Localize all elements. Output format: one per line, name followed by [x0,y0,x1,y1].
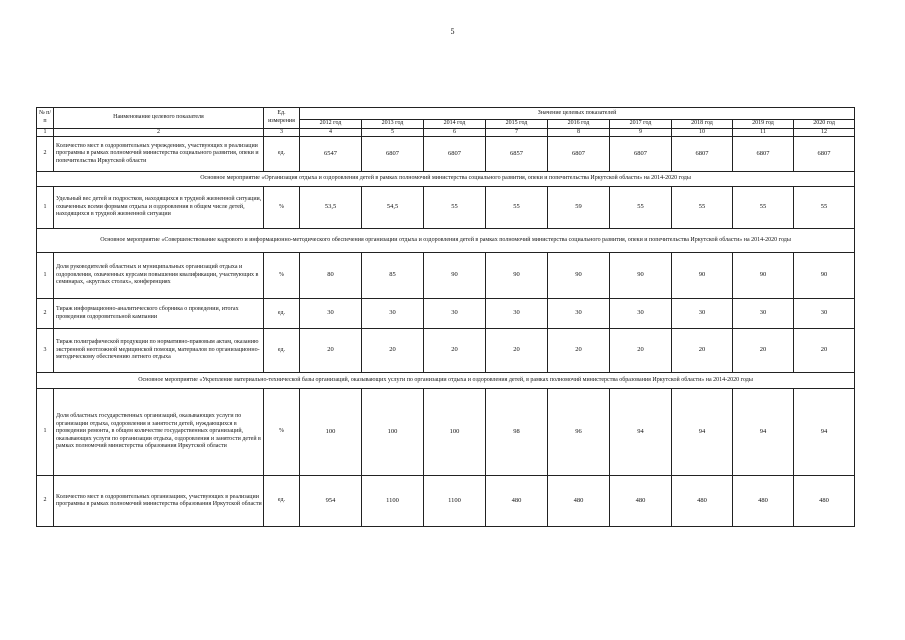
unit-cell: ед. [264,329,300,373]
value-cell: 30 [672,299,733,329]
value-cell: 90 [486,253,548,299]
value-cell: 30 [424,299,486,329]
row-number: 3 [37,329,54,373]
indicator-row [37,137,855,172]
header-year: 2020 год [794,120,855,129]
indicator-name: Удельный вес детей и подростков, находящихся в трудной жизненной ситуации, охваченных всеми формами отдыха и оздоровления в общем числе детей, находящихся в трудной жизненной ситуации [54,187,264,229]
value-cell: 94 [794,389,855,476]
column-number: 4 [300,128,362,137]
indicator-name: Количество мест в оздоровительных учреждениях, участвующих в реализации программы в рамках полномочий министерства социального развития, опеки и попечительства Иркутской области [54,137,264,172]
unit-cell: ед. [264,137,300,172]
unit-cell: % [264,389,300,476]
value-cell: 1100 [362,476,424,527]
header-year: 2012 год [300,120,362,129]
value-cell: 20 [672,329,733,373]
value-cell: 20 [362,329,424,373]
indicator-row [37,389,855,476]
header-year: 2014 год [424,120,486,129]
row-number: 2 [37,476,54,527]
value-cell: 480 [548,476,610,527]
unit-cell: % [264,253,300,299]
indicator-row [37,253,855,299]
value-cell: 480 [672,476,733,527]
value-cell: 30 [362,299,424,329]
indicator-name: Тираж полиграфической продукции по нормативно-правовым актам, оказанию экстренной неотложной медицинской помощи, материалов по организационно-методическому обеспечению летнего отдыха [54,329,264,373]
column-number: 1 [37,128,54,137]
value-cell: 94 [610,389,672,476]
indicator-name: Доля руководителей областных и муниципальных организаций отдыха и оздоровления, охваченных курсами повышения квалификации, участвующих в семинарах, «круглых столах», конференциях [54,253,264,299]
row-number: 2 [37,137,54,172]
indicator-name: Тираж информационно-аналитического сборника о проведении, итогах проведения оздоровительной кампании [54,299,264,329]
value-cell: 90 [548,253,610,299]
header-year: 2019 год [733,120,794,129]
value-cell: 30 [794,299,855,329]
row-number: 1 [37,389,54,476]
value-cell: 59 [548,187,610,229]
value-cell: 20 [424,329,486,373]
value-cell: 954 [300,476,362,527]
table-body [37,137,855,527]
column-number: 6 [424,128,486,137]
value-cell: 55 [733,187,794,229]
value-cell: 6807 [362,137,424,172]
value-cell: 90 [794,253,855,299]
value-cell: 30 [548,299,610,329]
value-cell: 55 [794,187,855,229]
indicator-row [37,476,855,527]
indicators-table [36,107,855,527]
indicator-row [37,299,855,329]
unit-cell: ед. [264,299,300,329]
value-cell: 80 [300,253,362,299]
value-cell: 30 [300,299,362,329]
value-cell: 480 [733,476,794,527]
value-cell: 90 [672,253,733,299]
value-cell: 98 [486,389,548,476]
value-cell: 55 [610,187,672,229]
header-year: 2018 год [672,120,733,129]
column-number: 3 [264,128,300,137]
column-number: 11 [733,128,794,137]
value-cell: 85 [362,253,424,299]
header-name: Наименование целевого показателя [54,108,264,129]
row-number: 1 [37,187,54,229]
value-cell: 53,5 [300,187,362,229]
value-cell: 20 [486,329,548,373]
column-number: 12 [794,128,855,137]
header-year: 2017 год [610,120,672,129]
value-cell: 20 [610,329,672,373]
value-cell: 20 [794,329,855,373]
section-row [37,172,855,187]
value-cell: 100 [300,389,362,476]
unit-cell: ед. [264,476,300,527]
header-col-numbers-row [37,128,855,137]
value-cell: 6807 [424,137,486,172]
value-cell: 6807 [733,137,794,172]
value-cell: 30 [486,299,548,329]
column-number: 9 [610,128,672,137]
value-cell: 54,5 [362,187,424,229]
unit-cell: % [264,187,300,229]
value-cell: 55 [486,187,548,229]
section-title: Основное мероприятие «Совершенствование кадрового и информационно-методического обеспечения организации отдыха и оздоровления детей в рамках полномочий министерства социального развития, опеки и попечительства Иркутской области» на 2014-2020 годы [37,229,855,253]
value-cell: 480 [610,476,672,527]
value-cell: 6807 [548,137,610,172]
value-cell: 20 [300,329,362,373]
section-title: Основное мероприятие «Укрепление материально-технической базы организаций, оказывающих услуги по организации отдыха и оздоровления детей, в рамках полномочий министерства образования Иркутской области» на 2014-2020 годы [37,373,855,389]
table-header [37,108,855,137]
value-cell: 6807 [672,137,733,172]
header-year: 2016 год [548,120,610,129]
value-cell: 30 [733,299,794,329]
indicator-name: Количество мест в оздоровительных организациях, участвующих в реализации программы в рамках полномочий министерства образования Иркутской области [54,476,264,527]
header-year: 2013 год [362,120,424,129]
value-cell: 20 [548,329,610,373]
value-cell: 30 [610,299,672,329]
value-cell: 20 [733,329,794,373]
indicator-row [37,329,855,373]
value-cell: 100 [424,389,486,476]
header-values-group: Значение целевых показателей [300,108,855,120]
column-number: 8 [548,128,610,137]
value-cell: 480 [486,476,548,527]
value-cell: 480 [794,476,855,527]
section-row [37,229,855,253]
indicator-row [37,187,855,229]
value-cell: 6807 [610,137,672,172]
section-row [37,373,855,389]
value-cell: 6547 [300,137,362,172]
value-cell: 6857 [486,137,548,172]
header-num: № п/п [37,108,54,129]
column-number: 5 [362,128,424,137]
value-cell: 6807 [794,137,855,172]
value-cell: 90 [424,253,486,299]
column-number: 10 [672,128,733,137]
column-number: 7 [486,128,548,137]
value-cell: 55 [424,187,486,229]
value-cell: 1100 [424,476,486,527]
column-number: 2 [54,128,264,137]
page-number: 5 [450,27,455,36]
value-cell: 96 [548,389,610,476]
value-cell: 100 [362,389,424,476]
value-cell: 90 [610,253,672,299]
value-cell: 90 [733,253,794,299]
value-cell: 94 [672,389,733,476]
section-title: Основное мероприятие «Организация отдыха и оздоровления детей в рамках полномочий министерства социального развития, опеки и попечительства Иркутской области» на 2014-2020 годы [37,172,855,187]
value-cell: 94 [733,389,794,476]
row-number: 2 [37,299,54,329]
header-year: 2015 год [486,120,548,129]
header-unit: Ед. измерения [264,108,300,129]
indicator-name: Доля областных государственных организаций, оказывающих услуги по организации отдыха, оздоровления и занятости детей, нуждающихся в проведении ремонта, в общем количестве государственных организаций, оказывающих услуги по организации отдыха, оздоровления и занятости детей в рамках полномочий министерства образования Иркутской области [54,389,264,476]
row-number: 1 [37,253,54,299]
value-cell: 55 [672,187,733,229]
